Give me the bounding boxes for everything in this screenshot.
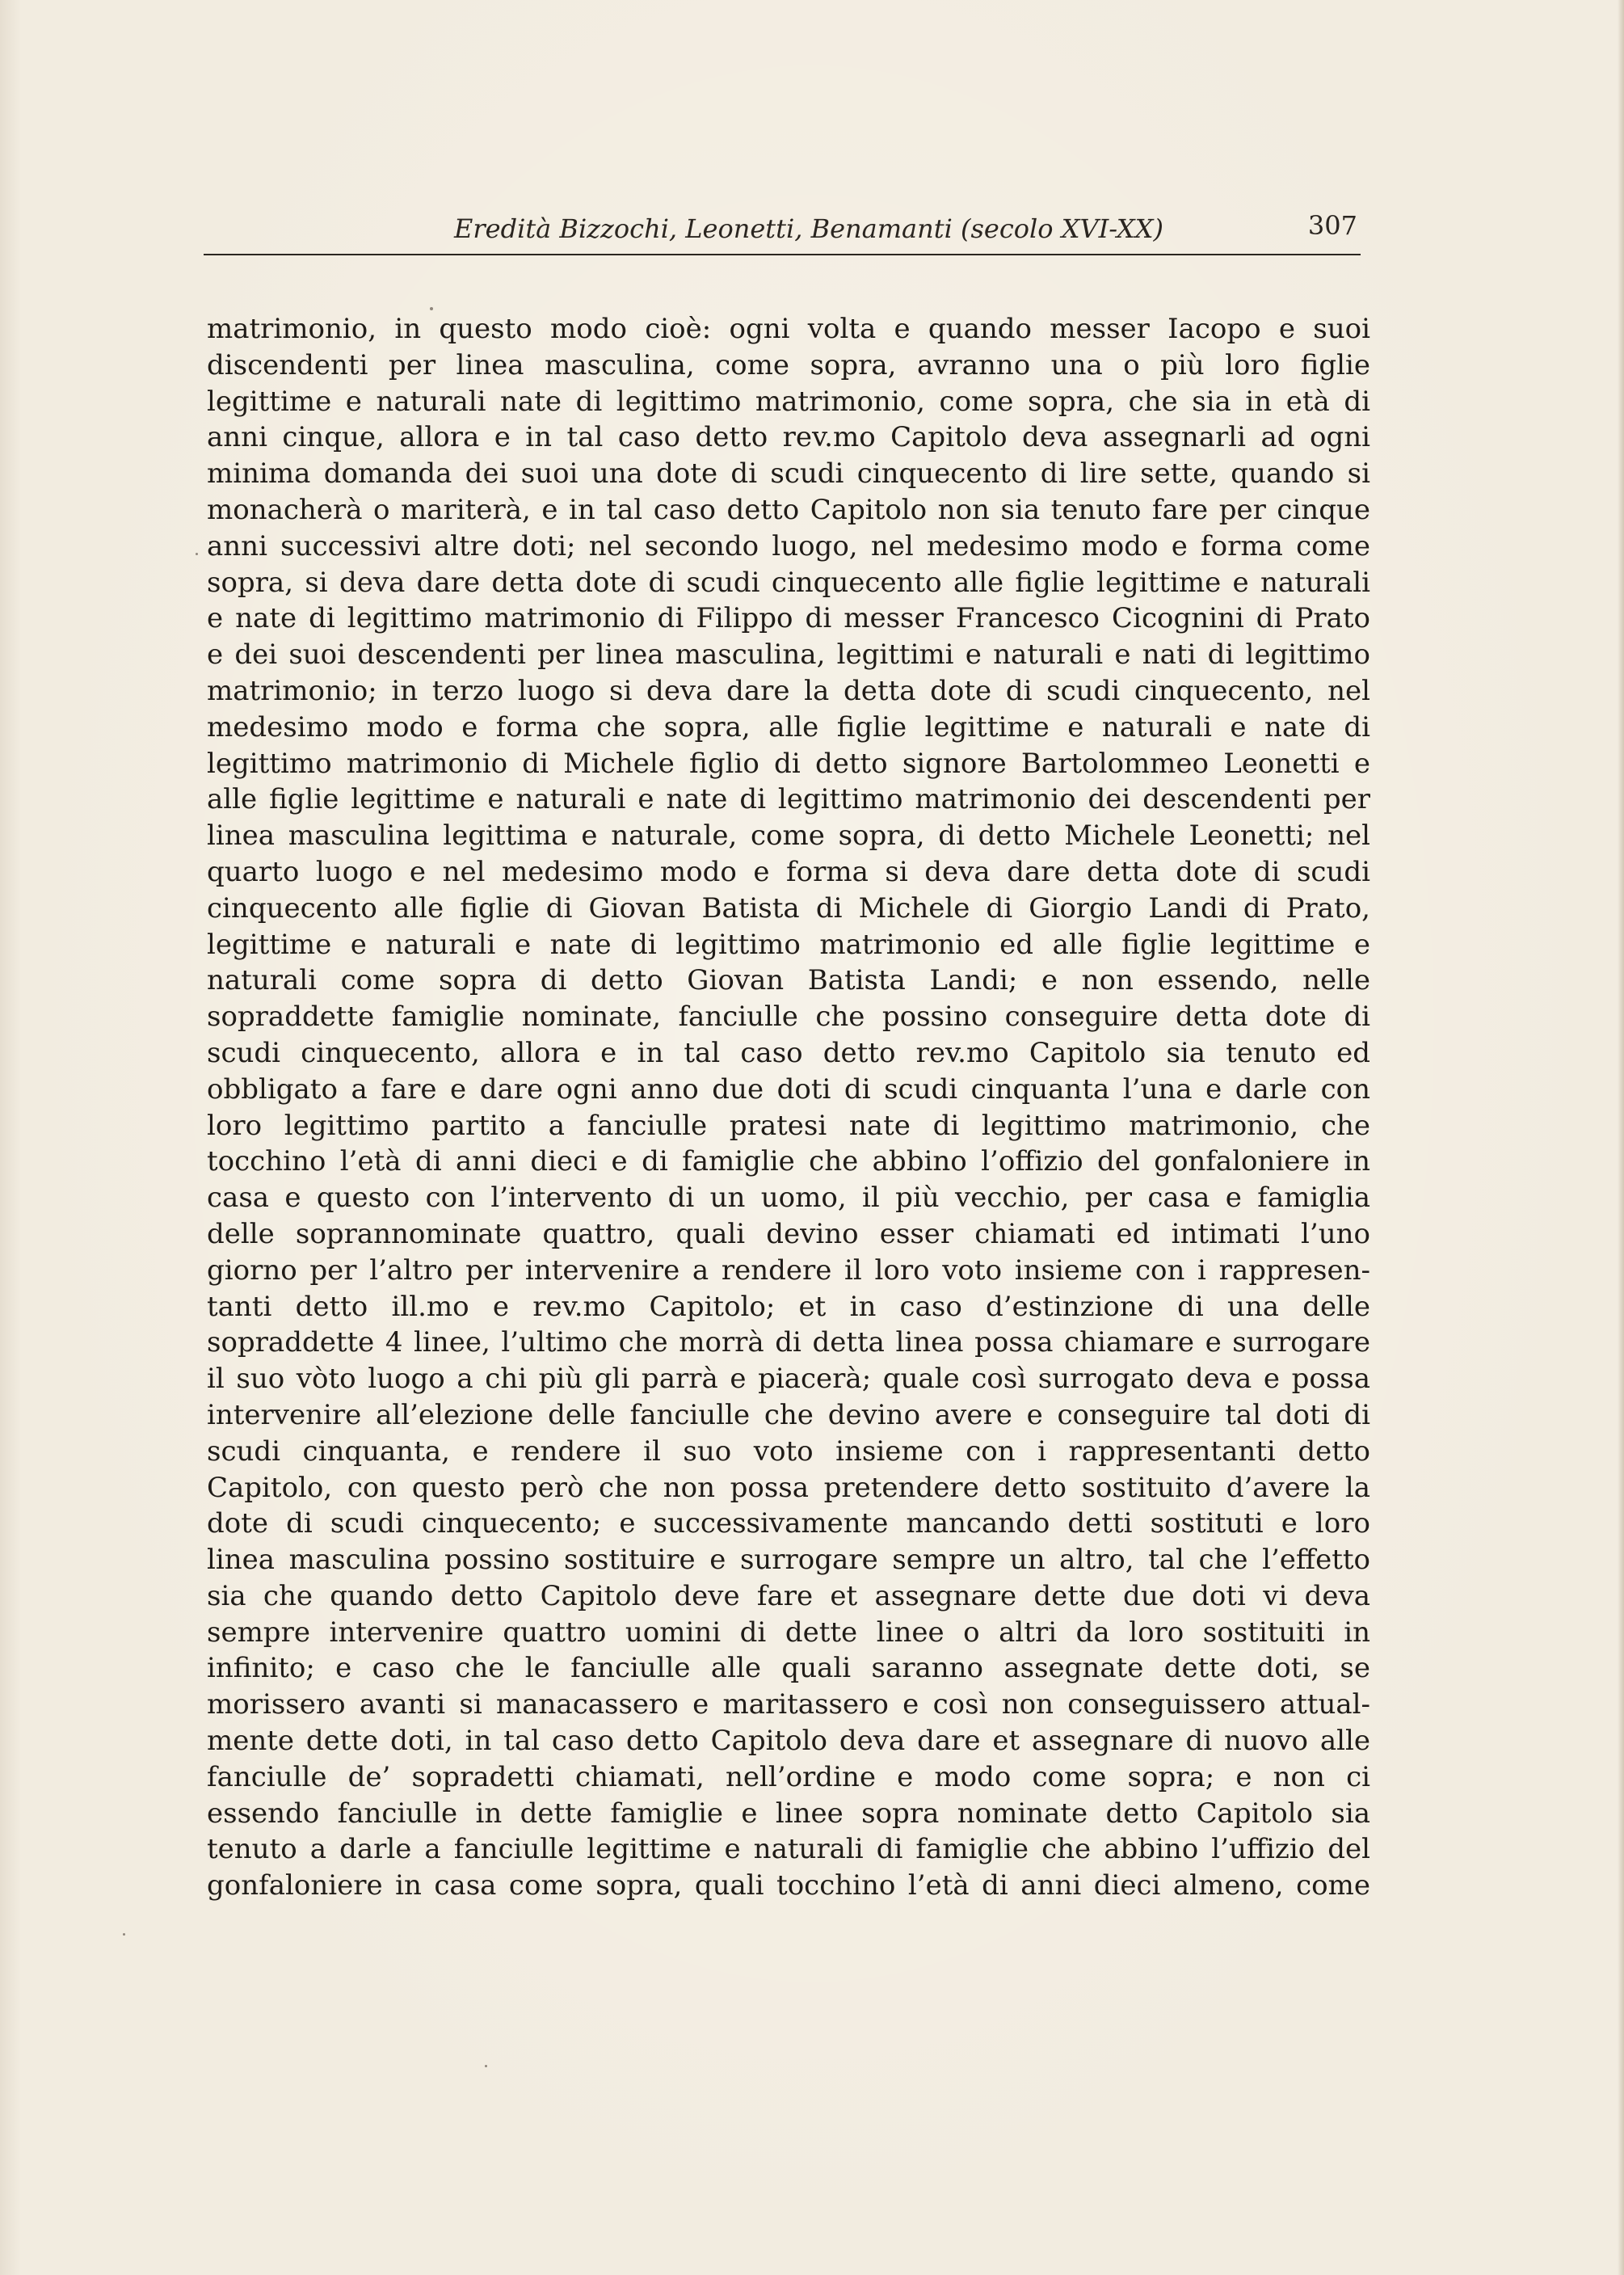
text-line: obbligato a fare e dare ogni anno due doti di scudi cinquanta l’una e darle con [207,1072,1370,1106]
text-line: dote di scudi cinquecento; e successivamente mancando detti sostituti e loro [207,1507,1370,1540]
text-line: naturali come sopra di detto Giovan Batista Landi; e non essendo, nelle [207,964,1370,997]
text-line: Capitolo, con questo però che non possa pretendere detto sostituito d’avere la [207,1471,1370,1504]
paper-speck [196,553,198,555]
text-line: sopra, si deva dare detta dote di scudi cinquecento alle figlie legittime e naturali [207,566,1370,599]
text-line: matrimonio; in terzo luogo si deva dare la detta dote di scudi cinquecento, nel [207,674,1370,707]
text-line: sopraddette famiglie nominate, fanciulle che possino conseguire detta dote di [207,1001,1370,1034]
text-line: linea masculina possino sostituire e surrogare sempre un altro, tal che l’effetto [207,1544,1370,1577]
text-line: loro legittimo partito a fanciulle pratesi nate di legittimo matrimonio, che [207,1109,1370,1142]
text-line: legittimo matrimonio di Michele figlio di detto signore Bartolommeo Leonetti e [207,747,1370,780]
text-line: legittime e naturali e nate di legittimo matrimonio ed alle figlie legittime e [207,928,1370,961]
paper-speck [430,307,433,310]
paper-speck [485,2065,487,2067]
text-line: sopraddette 4 linee, l’ultimo che morrà di detta linea possa chiamare e surrogare [207,1326,1370,1359]
text-line: gonfaloniere in casa come sopra, quali tocchino l’età di anni dieci almeno, come [207,1869,1370,1902]
running-title: Eredità Bizzochi, Leonetti, Benamanti (secolo XVI-XX) [454,213,1163,244]
text-line: scudi cinquecento, allora e in tal caso detto rev.mo Capitolo sia tenuto ed [207,1036,1370,1069]
text-line: matrimonio, in questo modo cioè: ogni volta e quando messer Iacopo e suoi [207,313,1370,345]
text-line: essendo fanciulle in dette famiglie e linee sopra nominate detto Capitolo sia [207,1797,1370,1830]
text-line: sia che quando detto Capitolo deve fare et assegnare dette due doti vi deva [207,1579,1370,1612]
text-line: discendenti per linea masculina, come sopra, avranno una o più loro figlie [207,348,1370,381]
text-line: tocchino l’età di anni dieci e di famiglie che abbino l’offizio del gonfaloniere in [207,1145,1370,1178]
text-line: quarto luogo e nel medesimo modo e forma si deva dare detta dote di scudi [207,855,1370,888]
text-line: linea masculina legittima e naturale, come sopra, di detto Michele Leonetti; nel [207,819,1370,853]
text-line: intervenire all’elezione delle fanciulle che devino avere e conseguire tal doti di [207,1398,1370,1431]
text-line: scudi cinquanta, e rendere il suo voto insieme con i rappresentanti detto [207,1435,1370,1468]
text-line: sempre intervenire quattro uomini di dette linee o altri da loro sostituiti in [207,1616,1370,1649]
text-line: delle soprannominate quattro, quali devino esser chiamati ed intimati l’uno [207,1217,1370,1250]
text-line: giorno per l’altro per intervenire a rendere il loro voto insieme con i rappresen- [207,1253,1370,1287]
text-line: fanciulle de’ sopradetti chiamati, nell’ordine e modo come sopra; e non ci [207,1760,1370,1793]
body-text [207,311,1370,1904]
text-line: e nate di legittimo matrimonio di Filippo di messer Francesco Cicognini di Prato [207,602,1370,635]
text-line: tanti detto ill.mo e rev.mo Capitolo; et in caso d’estinzione di una delle [207,1290,1370,1323]
text-line: cinquecento alle figlie di Giovan Batista di Michele di Giorgio Landi di Prato, [207,891,1370,925]
text-line: alle figlie legittime e naturali e nate di legittimo matrimonio dei descendenti per [207,783,1370,816]
text-line: e dei suoi descendenti per linea masculina, legittimi e naturali e nati di legittimo [207,638,1370,672]
page-number: 307 [1307,210,1357,241]
text-line: minima domanda dei suoi una dote di scudi cinquecento di lire sette, quando si [207,457,1370,491]
text-line: infinito; e caso che le fanciulle alle quali saranno assegnate dette doti, se [207,1652,1370,1685]
text-line: casa e questo con l’intervento di un uomo, il più vecchio, per casa e famiglia [207,1182,1370,1215]
paper-speck [123,1933,125,1936]
text-line: il suo vòto luogo a chi più gli parrà e piacerà; quale così surrogato deva e possa [207,1363,1370,1396]
text-line: morissero avanti si manacassero e maritassero e così non conseguissero attual- [207,1688,1370,1721]
text-line: anni successivi altre doti; nel secondo luogo, nel medesimo modo e forma come [207,529,1370,562]
text-line: monacherà o mariterà, e in tal caso detto Capitolo non sia tenuto fare per cinque [207,493,1370,526]
text-line: medesimo modo e forma che sopra, alle figlie legittime e naturali e nate di [207,710,1370,744]
page-edge-shadow [1618,0,1624,2275]
text-line: legittime e naturali nate di legittimo matrimonio, come sopra, che sia in età di [207,385,1370,418]
text-line: tenuto a darle a fanciulle legittime e naturali di famiglie che abbino l’uffizio del [207,1833,1370,1866]
text-line: anni cinque, allora e in tal caso detto rev.mo Capitolo deva assegnarli ad ogni [207,421,1370,454]
running-header [204,209,1361,255]
text-line: mente dette doti, in tal caso detto Capitolo deva dare et assegnare di nuovo alle [207,1725,1370,1758]
